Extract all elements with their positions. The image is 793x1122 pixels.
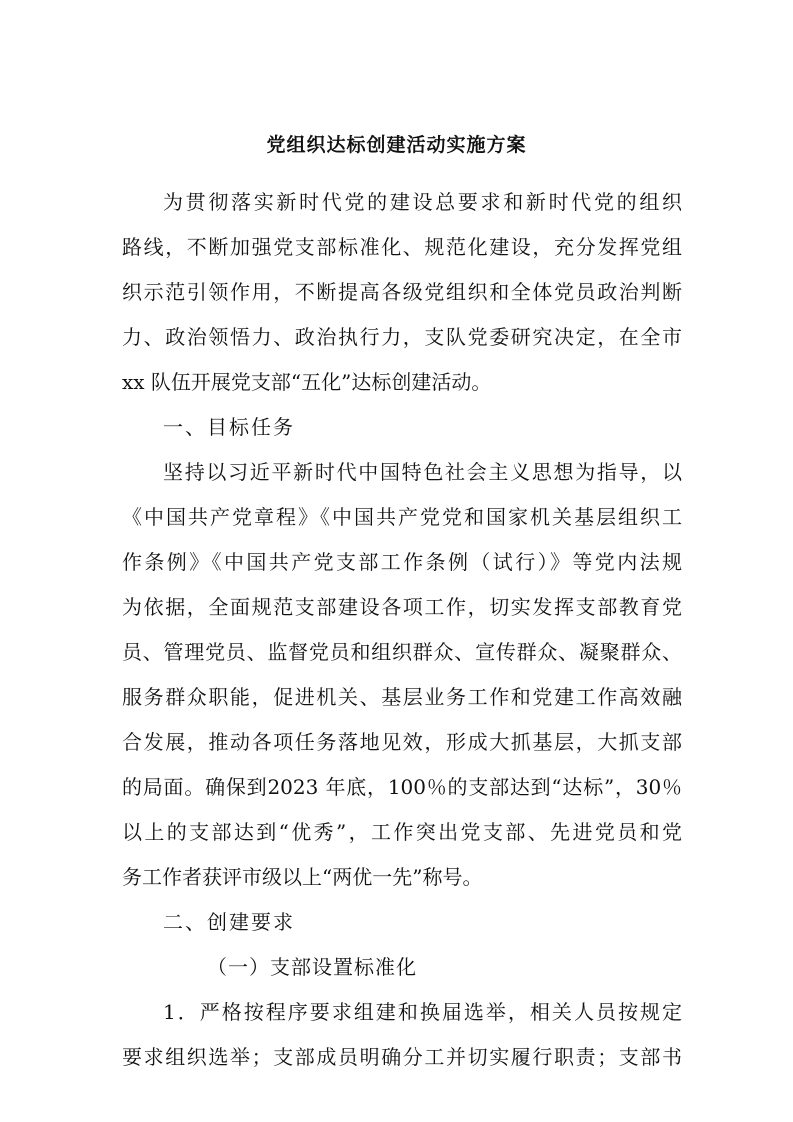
document-title: 党组织达标创建活动实施方案 [266, 134, 527, 156]
section1-line-9: 以上的支部达到“优秀”，工作突出党支部、先进党员和党 [122, 820, 682, 844]
intro-line-4: 力、政治领悟力、政治执行力，支队党委研究决定，在全市 [122, 325, 682, 349]
section1-line-10: 务工作者获评市级以上“两优一先”称号。 [122, 865, 483, 889]
intro-line-2: 路线，不断加强党支部标准化、规范化建设，充分发挥党组 [122, 235, 682, 259]
intro-line-1: 为贯彻落实新时代党的建设总要求和新时代党的组织 [163, 190, 682, 214]
section1-line-4: 为依据，全面规范支部建设各项工作，切实发挥支部教育党 [122, 595, 682, 619]
subsection-heading-standardization: （一）支部设置标准化 [207, 955, 417, 979]
section1-line-7: 合发展，推动各项任务落地见效，形成大抓基层，大抓支部 [122, 730, 682, 754]
section1-line-8: 的局面。确保到2023 年底，100％的支部达到“达标”，30％ [122, 775, 682, 799]
intro-line-3: 织示范引领作用，不断提高各级党组织和全体党员政治判断 [122, 280, 682, 304]
item1-line-2: 要求组织选举；支部成员明确分工并切实履行职责；支部书 [122, 1045, 682, 1069]
intro-line-5: xx 队伍开展党支部“五化”达标创建活动。 [122, 370, 492, 394]
item1-line-1: 1．严格按程序要求组建和换届选举，相关人员按规定 [163, 1000, 682, 1024]
section1-line-3: 作条例》《中国共产党支部工作条例（试行）》等党内法规 [122, 550, 682, 574]
section1-line-2: 《中国共产党章程》《中国共产党党和国家机关基层组织工 [122, 505, 682, 529]
section-heading-goals: 一、目标任务 [163, 415, 295, 439]
section1-line-6: 服务群众职能，促进机关、基层业务工作和党建工作高效融 [122, 685, 682, 709]
section-heading-requirements: 二、创建要求 [163, 910, 295, 934]
section1-line-1: 坚持以习近平新时代中国特色社会主义思想为指导，以 [163, 460, 682, 484]
section1-line-5: 员、管理党员、监督党员和组织群众、宣传群众、凝聚群众、 [122, 640, 682, 664]
